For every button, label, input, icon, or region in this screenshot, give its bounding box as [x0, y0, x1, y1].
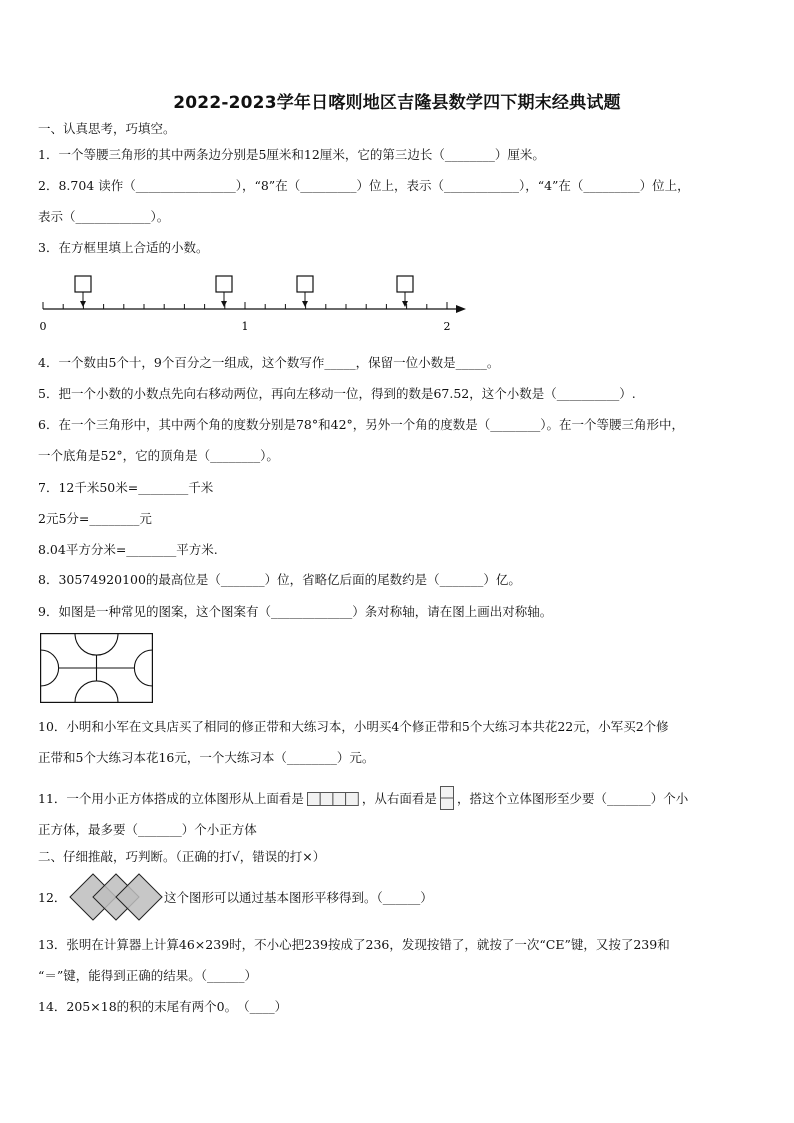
question-4: 4．一个数由5个十，9个百分之一组成，这个数写作_____，保留一位小数是_____。: [38, 355, 500, 370]
question-2-line-2: 表示（____________）。: [38, 209, 170, 224]
question-14: 14．205×18的积的末尾有两个0。 （____）: [38, 999, 288, 1014]
question-12-number: 12．: [38, 890, 67, 905]
answer-box: [397, 276, 413, 292]
question-2-line-1: 2．8.704 读作（________________），“8”在（_________）位上，表示（____________），“4”在（_________）位上，: [38, 178, 690, 193]
question-8: 8．30574920100的最高位是（_______）位，省略亿后面的尾数约是（_______）亿。: [38, 572, 521, 587]
question-11-line-2: 正方体，最多要（_______）个小正方体: [38, 822, 257, 837]
question-12-text: 这个图形可以通过基本图形平移得到。（______）: [164, 890, 433, 905]
section-1-heading: 一、认真思考，巧填空。: [38, 121, 176, 136]
question-5: 5．把一个小数的小数点先向右移动两位，再向左移动一位，得到的数是67.52，这个小数是（__________）.: [38, 386, 636, 401]
question-7-line-1: 7．12千米50米=________千米: [38, 480, 214, 495]
symmetry-pattern-figure: [40, 633, 153, 703]
question-13-line-1: 13．张明在计算器上计算46×239时，不小心把239按成了236，发现按错了，就按了一次“CE”键，又按了239和: [38, 937, 670, 952]
question-11-text-3: ，搭这个立体图形至少要（_______）个小: [456, 791, 689, 806]
question-7-line-3: 8.04平方分米=________平方米.: [38, 542, 218, 557]
tick-label-0: 0: [39, 320, 47, 333]
question-3: 3．在方框里填上合适的小数。: [38, 240, 209, 255]
axis-arrow-icon: [456, 305, 466, 313]
tick-label-2: 2: [443, 320, 451, 333]
right-view-icon: [440, 786, 454, 810]
answer-box: [75, 276, 91, 292]
question-9: 9．如图是一种常见的图案，这个图案有（_____________）条对称轴，请在图上画出对称轴。: [38, 604, 553, 619]
question-13-line-2: “＝”键，能得到正确的结果。（______）: [38, 968, 258, 983]
page-title: 2022-2023学年日喀则地区吉隆县数学四下期末经典试题: [173, 93, 621, 113]
question-11-line-1: [38, 786, 688, 810]
question-11-text-1: 11．一个用小正方体搭成的立体图形从上面看是: [38, 791, 304, 806]
question-6-line-2: 一个底角是52°，它的顶角是（________）。: [38, 448, 279, 463]
section-2-heading: 二、仔细推敲，巧判断。（正确的打√，错误的打×）: [38, 849, 326, 864]
top-view-icon: [307, 792, 359, 806]
answer-box: [216, 276, 232, 292]
question-1: 1．一个等腰三角形的其中两条边分别是5厘米和12厘米，它的第三边长（________）厘米。: [38, 147, 545, 162]
answer-box: [297, 276, 313, 292]
tick-label-1: 1: [241, 320, 249, 333]
question-10-line-2: 正带和5个大练习本花16元，一个大练习本（________）元。: [38, 750, 375, 765]
question-10-line-1: 10．小明和小军在文具店买了相同的修正带和大练习本，小明买4个修正带和5个大练习本共花22元，小军买2个修: [38, 719, 669, 734]
overlapping-diamonds-figure: [70, 874, 162, 920]
question-11-text-2: ，从右面看是: [361, 791, 437, 806]
question-6-line-1: 6．在一个三角形中，其中两个角的度数分别是78°和42°，另外一个角的度数是（________）。在一个等腰三角形中，: [38, 417, 685, 432]
question-7-line-2: 2元5分=________元: [38, 511, 152, 526]
pointer-arrows: [80, 301, 408, 307]
number-line-figure: [38, 272, 478, 336]
